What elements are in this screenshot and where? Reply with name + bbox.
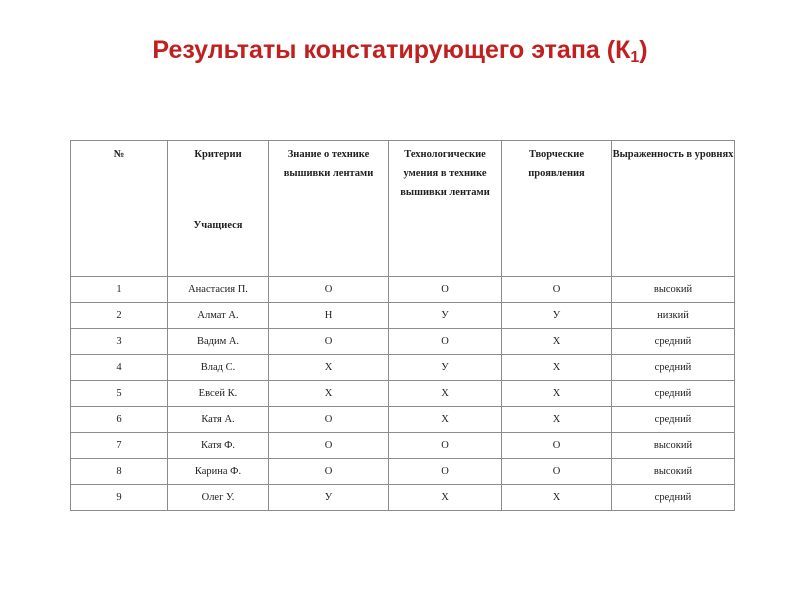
table-row — [71, 381, 735, 407]
tech-mark: Х — [389, 485, 502, 511]
row-number: 2 — [71, 303, 168, 329]
creative-mark: О — [502, 277, 612, 303]
level-value: высокий — [612, 459, 735, 485]
knowledge-mark: О — [269, 329, 389, 355]
level-value: средний — [612, 485, 735, 511]
creative-mark: Х — [502, 407, 612, 433]
level-value: низкий — [612, 303, 735, 329]
student-name: Евсей К. — [168, 381, 269, 407]
row-number: 7 — [71, 433, 168, 459]
knowledge-mark: О — [269, 407, 389, 433]
tech-mark: О — [389, 459, 502, 485]
table-row — [71, 459, 735, 485]
knowledge-mark: Н — [269, 303, 389, 329]
row-number: 3 — [71, 329, 168, 355]
tech-mark: У — [389, 355, 502, 381]
page-title-subscript: 1 — [630, 49, 640, 66]
page-title-prefix: Результаты констатирующего этапа (К — [152, 36, 631, 64]
level-value: средний — [612, 329, 735, 355]
knowledge-mark: Х — [269, 355, 389, 381]
level-value: высокий — [612, 277, 735, 303]
header-creative: Творческие проявления — [502, 141, 612, 277]
table-row — [71, 329, 735, 355]
creative-mark: Х — [502, 355, 612, 381]
knowledge-mark: О — [269, 277, 389, 303]
tech-mark: О — [389, 277, 502, 303]
tech-mark: О — [389, 433, 502, 459]
level-value: средний — [612, 381, 735, 407]
level-value: средний — [612, 355, 735, 381]
tech-mark: У — [389, 303, 502, 329]
table-row — [71, 277, 735, 303]
header-criteria: Критерии — [194, 149, 242, 160]
table-row — [71, 355, 735, 381]
creative-mark: Х — [502, 381, 612, 407]
row-number: 6 — [71, 407, 168, 433]
creative-mark: Х — [502, 329, 612, 355]
page-title — [0, 30, 800, 78]
header-number: № — [71, 141, 168, 277]
table-row — [71, 407, 735, 433]
tech-mark: О — [389, 329, 502, 355]
creative-mark: О — [502, 433, 612, 459]
table-row — [71, 433, 735, 459]
student-name: Алмат А. — [168, 303, 269, 329]
table-header-row — [71, 141, 735, 277]
creative-mark: У — [502, 303, 612, 329]
header-students: Учащиеся — [193, 220, 243, 231]
creative-mark: О — [502, 459, 612, 485]
student-name: Вадим А. — [168, 329, 269, 355]
knowledge-mark: О — [269, 433, 389, 459]
header-technological: Технологические умения в технике вышивки лентами — [389, 141, 502, 277]
student-name: Катя Ф. — [168, 433, 269, 459]
student-name: Катя А. — [168, 407, 269, 433]
table-row — [71, 485, 735, 511]
knowledge-mark: Х — [269, 381, 389, 407]
header-level: Выраженность в уровнях — [612, 141, 735, 277]
student-name: Карина Ф. — [168, 459, 269, 485]
tech-mark: Х — [389, 407, 502, 433]
level-value: средний — [612, 407, 735, 433]
header-knowledge: Знание о технике вышивки лентами — [269, 141, 389, 277]
student-name: Анастасия П. — [168, 277, 269, 303]
results-table — [70, 140, 735, 511]
level-value: высокий — [612, 433, 735, 459]
student-name: Олег У. — [168, 485, 269, 511]
knowledge-mark: О — [269, 459, 389, 485]
row-number: 5 — [71, 381, 168, 407]
tech-mark: Х — [389, 381, 502, 407]
creative-mark: Х — [502, 485, 612, 511]
header-criteria-students — [168, 141, 269, 277]
row-number: 9 — [71, 485, 168, 511]
student-name: Влад С. — [168, 355, 269, 381]
knowledge-mark: У — [269, 485, 389, 511]
row-number: 4 — [71, 355, 168, 381]
row-number: 1 — [71, 277, 168, 303]
page-title-suffix: ) — [639, 36, 648, 64]
row-number: 8 — [71, 459, 168, 485]
table-row — [71, 303, 735, 329]
